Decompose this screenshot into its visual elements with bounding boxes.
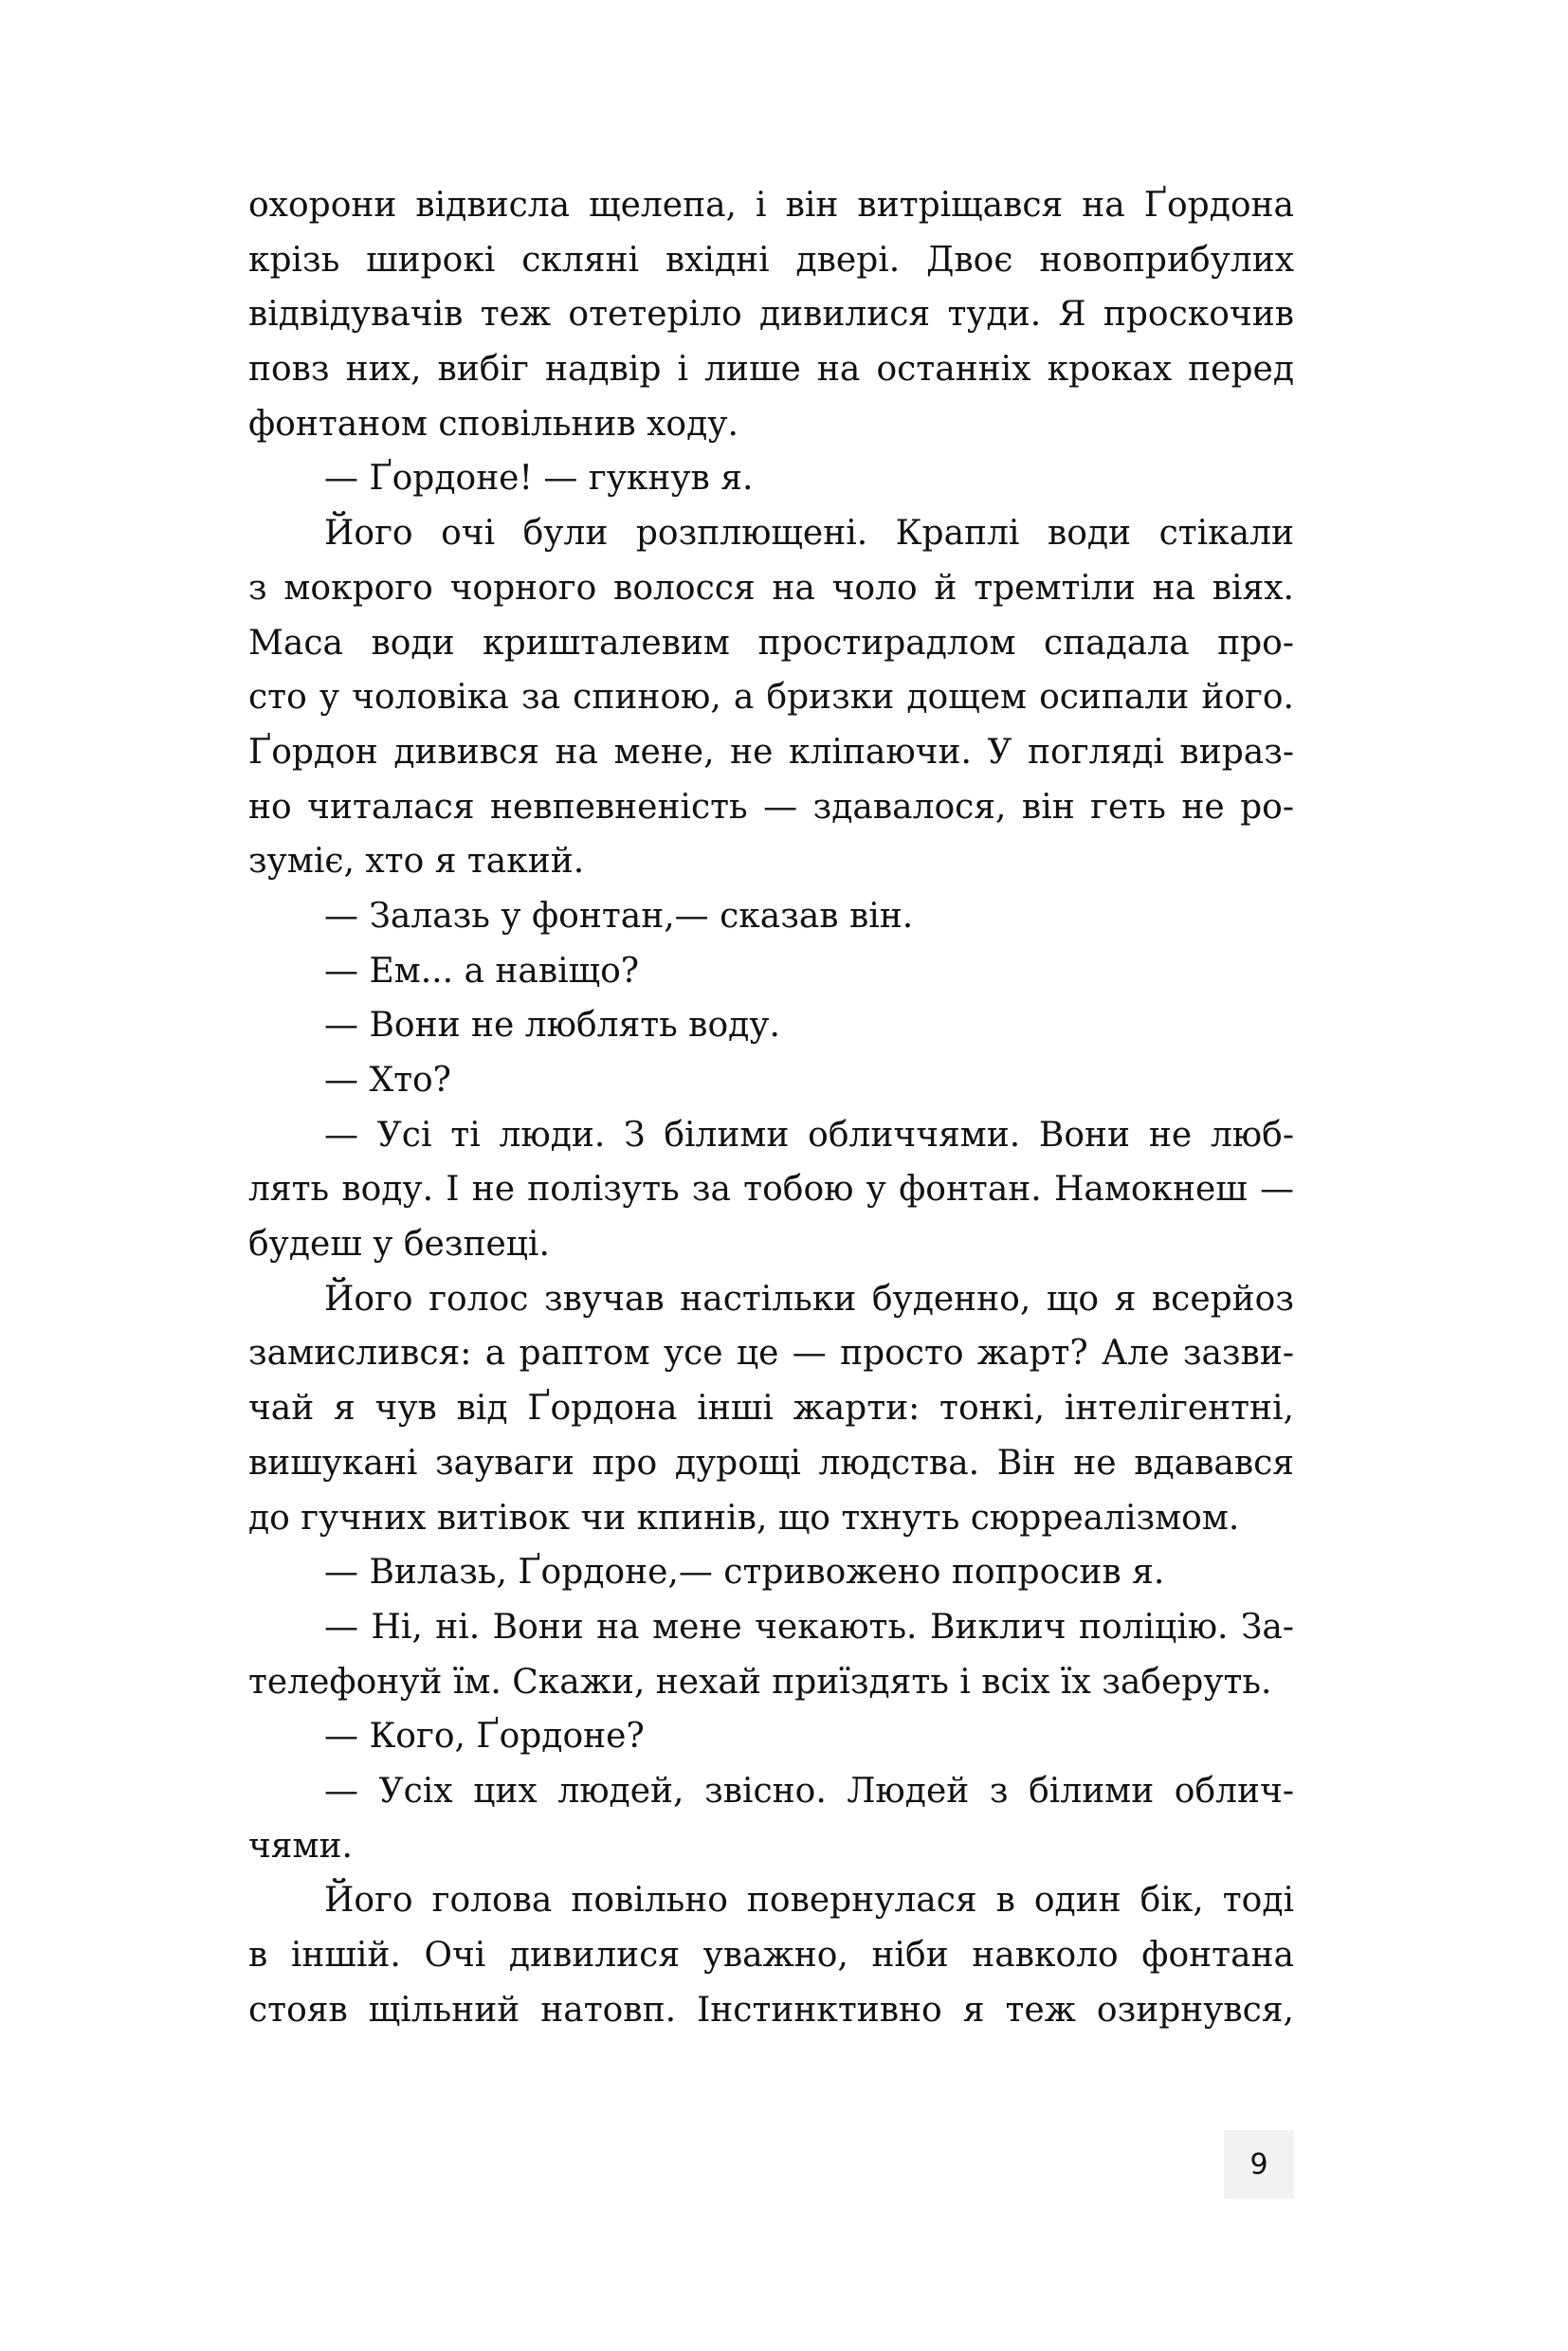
text-line: відвідувачів теж отетеріло дивилися туди. Я проскочив bbox=[248, 295, 1294, 335]
text-line: телефонуй їм. Скажи, нехай приїздять і всіх їх заберуть. bbox=[248, 1662, 1272, 1702]
text-line: чями. bbox=[248, 1826, 353, 1866]
text-line: з мокрого чорного волосся на чоло й тремтіли на віях. bbox=[248, 568, 1294, 608]
text-line: — Хто? bbox=[324, 1061, 451, 1100]
text-line: будеш у безпеці. bbox=[248, 1225, 550, 1265]
text-line: Його очі були розплющені. Краплі води стікали bbox=[324, 514, 1294, 554]
text-line: зуміє, хто я такий. bbox=[248, 842, 585, 882]
text-line: сто у чоловіка за спиною, а бризки дощем осипали його. bbox=[248, 678, 1294, 718]
text-line: — Ні, ні. Вони на мене чекають. Виклич поліцію. За- bbox=[324, 1607, 1294, 1647]
text-line: — Вилазь, Ґордоне,— стривожено попросив я. bbox=[324, 1553, 1165, 1593]
text-line: Його голова повільно повернулася в один бік, тоді bbox=[324, 1881, 1294, 1921]
text-line: — Ґордоне! — гукнув я. bbox=[324, 459, 754, 499]
page-number: 9 bbox=[1224, 2130, 1294, 2198]
text-line: — Усі ті люди. З білими обличчями. Вони не люб- bbox=[324, 1115, 1294, 1155]
text-line: фонтаном сповільнив ходу. bbox=[248, 404, 738, 444]
text-line: охорони відвисла щелепа, і він витріщався на Ґордона bbox=[248, 186, 1294, 225]
text-line: Маса води кришталевим простирадлом спадала про- bbox=[248, 623, 1294, 663]
text-line: Ґордон дивився на мене, не кліпаючи. У погляді вираз- bbox=[248, 732, 1294, 772]
text-line: — Ем... а навіщо? bbox=[324, 951, 640, 991]
text-line: но читалася невпевненість — здавалося, він геть не ро- bbox=[248, 787, 1294, 827]
text-line: замислився: а раптом усе це — просто жарт? Але зазви- bbox=[248, 1334, 1294, 1374]
text-line: вишукані зауваги про дурощі людства. Він не вдавався bbox=[248, 1443, 1294, 1483]
text-line: Його голос звучав настільки буденно, що я всерйоз bbox=[324, 1279, 1294, 1319]
body-text bbox=[248, 178, 1294, 2037]
text-line: лять воду. І не полізуть за тобою у фонтан. Намокнеш — bbox=[248, 1170, 1294, 1210]
text-line: — Усіх цих людей, звісно. Людей з білими облич- bbox=[324, 1771, 1294, 1811]
text-line: — Вони не люблять воду. bbox=[324, 1006, 780, 1046]
text-line: — Кого, Ґордоне? bbox=[324, 1717, 645, 1757]
text-line: стояв щільний натовп. Інстинктивно я теж озирнувся, bbox=[248, 1990, 1294, 2030]
text-line: — Залазь у фонтан,— сказав він. bbox=[324, 896, 914, 936]
text-line: повз них, вибіг надвір і лише на останніх кроках перед bbox=[248, 350, 1294, 390]
text-line: крізь широкі скляні вхідні двері. Двоє новоприбулих bbox=[248, 240, 1294, 280]
text-line: до гучних витівок чи кпинів, що тхнуть сюрреалізмом. bbox=[248, 1498, 1240, 1538]
text-line: чай я чув від Ґордона інші жарти: тонкі, інтелігентні, bbox=[248, 1389, 1294, 1429]
text-line: в іншій. Очі дивилися уважно, ніби навколо фонтана bbox=[248, 1936, 1294, 1975]
